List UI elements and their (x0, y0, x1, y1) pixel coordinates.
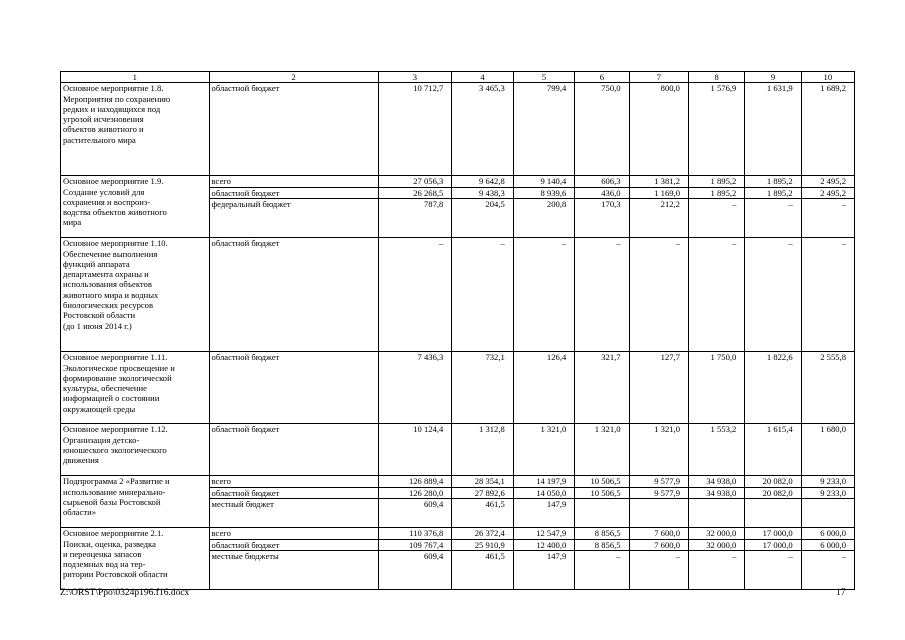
value-cell (745, 352, 801, 424)
amount-value: – (689, 550, 744, 561)
amount-value: 606,3 (601, 176, 621, 187)
value-cell (378, 528, 452, 590)
amount-value: – (630, 550, 688, 561)
funding-source-cell (209, 176, 378, 238)
value-cell (801, 352, 854, 424)
amount-value: 436,0 (575, 187, 628, 198)
measure-name-cell: Основное мероприятие 1.11. Экологическое просвещение и формирование экологической культуры, обеспечение информацией о состоянии окружающей среды (61, 352, 210, 424)
value-cell (513, 176, 574, 238)
amount-value: – (561, 238, 567, 249)
table-row (61, 238, 855, 352)
amount-value: – (745, 198, 800, 209)
amount-value: – (802, 550, 854, 561)
column-header: 9 (745, 72, 801, 83)
header-row (61, 72, 855, 83)
amount-value: 147,9 (514, 550, 574, 561)
amount-value: 27 056,3 (413, 176, 444, 187)
value-cell (452, 476, 513, 528)
funding-source-cell (209, 83, 378, 176)
amount-value: 147,9 (514, 498, 574, 509)
value-cell (688, 176, 744, 238)
value-cell (688, 476, 744, 528)
amount-value: 1 321,0 (654, 424, 680, 435)
amount-value (575, 498, 628, 509)
amount-value: 1 615,4 (766, 424, 793, 435)
amount-value: 126 889,4 (408, 476, 444, 487)
value-cell (629, 176, 688, 238)
amount-value: 1 895,2 (745, 187, 800, 198)
amount-value: – (500, 238, 505, 249)
amount-value: 1 169,0 (630, 187, 688, 198)
amount-value: 3 465,3 (479, 83, 505, 94)
amount-value: – (675, 238, 680, 249)
amount-value: 609,4 (379, 550, 452, 561)
value-cell (629, 424, 688, 476)
funding-source: местный бюджет (210, 498, 378, 509)
measure-name-cell: Подпрограмма 2 «Развитие и использование минерально- сырьевой базы Ростовской области» (61, 476, 210, 528)
amount-value: 1 576,9 (710, 83, 737, 94)
measure-name-cell: Основное мероприятие 1.8. Мероприятия по сохранению редких и находящихся под угрозой исчезновения объектов животного и растительного мира (61, 83, 210, 176)
amount-value: 110 376,8 (409, 528, 444, 539)
column-header: 6 (575, 72, 629, 83)
amount-value: 1 895,2 (689, 187, 744, 198)
amount-value: 17 000,0 (745, 539, 800, 550)
amount-value: 9 233,0 (820, 476, 846, 487)
value-cell (629, 528, 688, 590)
column-header: 10 (801, 72, 854, 83)
amount-value: 20 082,0 (745, 487, 800, 498)
amount-value (689, 498, 744, 509)
amount-value: 1 689,2 (820, 83, 846, 94)
amount-value: 6 000,0 (802, 539, 854, 550)
amount-value: 212,2 (630, 198, 688, 209)
amount-value: 7 436,3 (417, 352, 444, 363)
amount-value: 321,7 (601, 352, 621, 363)
amount-value: 32 000,0 (706, 528, 737, 539)
funding-source: областной бюджет (210, 487, 378, 498)
value-cell (575, 83, 629, 176)
funding-source: всего (211, 176, 231, 187)
amount-value: 20 082,0 (762, 476, 793, 487)
column-header: 1 (61, 72, 210, 83)
value-cell (745, 424, 801, 476)
funding-source: областной бюджет (210, 187, 378, 198)
value-cell (745, 476, 801, 528)
funding-source-cell (209, 238, 378, 352)
funding-source-cell (209, 476, 378, 528)
value-cell (452, 238, 513, 352)
funding-source: местные бюджеты (210, 550, 378, 561)
amount-value: 26 268,5 (379, 187, 452, 198)
amount-value: 6 000,0 (820, 528, 846, 539)
amount-value: 170,3 (575, 198, 628, 209)
value-cell (513, 238, 574, 352)
measure-name-cell: Основное мероприятие 1.12. Организация детско- юношеского экологического движения (61, 424, 210, 476)
value-cell (378, 352, 452, 424)
value-cell (575, 238, 629, 352)
amount-value: 799,4 (546, 83, 567, 94)
value-cell (629, 352, 688, 424)
amount-value: 25 910,9 (452, 539, 512, 550)
amount-value: 17 000,0 (762, 528, 793, 539)
value-cell (513, 83, 574, 176)
value-cell (801, 176, 854, 238)
value-cell (801, 238, 854, 352)
amount-value: 27 892,6 (452, 487, 512, 498)
amount-value: 2 495,2 (802, 187, 854, 198)
amount-value: 109 767,4 (379, 539, 452, 550)
amount-value: 1 680,0 (820, 424, 846, 435)
amount-value: 2 495,2 (820, 176, 846, 187)
amount-value: – (802, 198, 854, 209)
column-header: 7 (629, 72, 688, 83)
amount-value: 9 642,8 (479, 176, 505, 187)
amount-value: 8 939,6 (514, 187, 574, 198)
funding-source-cell (209, 528, 378, 590)
amount-value: 14 050,0 (514, 487, 574, 498)
table-row (61, 176, 855, 238)
value-cell (688, 424, 744, 476)
document-path: Z:\ORST\Ppo\0324p196.f16.docx (60, 588, 190, 598)
value-cell (575, 528, 629, 590)
amount-value: 9 140,4 (540, 176, 567, 187)
amount-value: 10 506,5 (575, 487, 628, 498)
amount-value: 1 321,0 (540, 424, 567, 435)
table-row (61, 352, 855, 424)
amount-value: 1 895,2 (710, 176, 737, 187)
amount-value: 9 577,9 (654, 476, 680, 487)
value-cell (575, 352, 629, 424)
amount-value: 1 895,2 (766, 176, 793, 187)
page-number: 17 (836, 588, 846, 598)
amount-value: 7 600,0 (630, 539, 688, 550)
value-cell (629, 476, 688, 528)
amount-value: 1 631,9 (766, 83, 793, 94)
value-cell (745, 528, 801, 590)
value-cell (688, 528, 744, 590)
value-cell (513, 528, 574, 590)
value-cell (513, 352, 574, 424)
amount-value: – (575, 550, 628, 561)
table-row (61, 424, 855, 476)
budget-table (60, 71, 855, 590)
amount-value: 1 321,0 (594, 424, 621, 435)
value-cell (688, 238, 744, 352)
value-cell (378, 238, 452, 352)
value-cell (575, 176, 629, 238)
funding-source-cell (209, 424, 378, 476)
amount-value: 126,4 (546, 352, 567, 363)
value-cell (378, 176, 452, 238)
value-cell (575, 476, 629, 528)
amount-value (630, 498, 688, 509)
amount-value: 1 822,6 (766, 352, 793, 363)
value-cell (452, 424, 513, 476)
amount-value: – (745, 550, 800, 561)
amount-value: 1 750,0 (710, 352, 737, 363)
amount-value: – (689, 198, 744, 209)
value-cell (452, 176, 513, 238)
value-cell (629, 238, 688, 352)
value-cell (801, 83, 854, 176)
funding-source: областной бюджет (211, 352, 280, 363)
value-cell (378, 424, 452, 476)
funding-source: всего (211, 528, 231, 539)
amount-value: 8 856,5 (594, 528, 621, 539)
amount-value: 34 938,0 (689, 487, 744, 498)
table-row (61, 83, 855, 176)
table-row (61, 476, 855, 528)
amount-value: 200,8 (514, 198, 574, 209)
value-cell (745, 176, 801, 238)
column-header: 3 (378, 72, 452, 83)
amount-value: 204,5 (452, 198, 512, 209)
amount-value: 14 197,9 (536, 476, 567, 487)
column-header: 2 (209, 72, 378, 83)
value-cell (629, 83, 688, 176)
amount-value: 2 555,8 (820, 352, 846, 363)
value-cell (378, 476, 452, 528)
amount-value (802, 498, 854, 509)
amount-value: 732,1 (485, 352, 505, 363)
funding-source: федеральный бюджет (210, 198, 378, 209)
funding-source: всего (211, 476, 231, 487)
value-cell (688, 352, 744, 424)
value-cell (452, 352, 513, 424)
amount-value: 34 938,0 (706, 476, 737, 487)
amount-value: 12 400,0 (514, 539, 574, 550)
measure-name-cell: Основное мероприятие 1.10. Обеспечение выполнения функций аппарата департамента охраны и использования объектов животного мира и водных биологических ресурсов Ростовской области (до 1 июня 2014 г.) (61, 238, 210, 352)
amount-value: – (732, 238, 737, 249)
amount-value: 1 553,2 (710, 424, 737, 435)
value-cell (378, 83, 452, 176)
value-cell (801, 424, 854, 476)
value-cell (801, 476, 854, 528)
value-cell (688, 83, 744, 176)
amount-value: 461,5 (452, 550, 512, 561)
amount-value: 26 372,4 (474, 528, 505, 539)
value-cell (513, 476, 574, 528)
amount-value: 10 124,4 (413, 424, 444, 435)
amount-value: 126 280,0 (379, 487, 452, 498)
value-cell (513, 424, 574, 476)
funding-source: областной бюджет (210, 539, 378, 550)
amount-value: 127,7 (660, 352, 680, 363)
amount-value: 32 000,0 (689, 539, 744, 550)
amount-value: – (841, 238, 846, 249)
amount-value: 1 381,2 (654, 176, 680, 187)
column-header: 4 (452, 72, 513, 83)
amount-value: 609,4 (379, 498, 452, 509)
value-cell (745, 238, 801, 352)
table-body (61, 83, 855, 590)
amount-value: – (616, 238, 621, 249)
amount-value: 28 354,1 (474, 476, 505, 487)
value-cell (452, 83, 513, 176)
amount-value: 750,0 (601, 83, 621, 94)
amount-value: 787,8 (379, 198, 452, 209)
funding-source: областной бюджет (211, 83, 280, 94)
amount-value: 461,5 (452, 498, 512, 509)
amount-value (745, 498, 800, 509)
column-header: 5 (513, 72, 574, 83)
value-cell (452, 528, 513, 590)
amount-value: 10 506,5 (590, 476, 621, 487)
amount-value: 10 712,7 (413, 83, 444, 94)
amount-value: 800,0 (660, 83, 680, 94)
funding-source-cell (209, 352, 378, 424)
funding-source: областной бюджет (211, 238, 280, 249)
value-cell (801, 528, 854, 590)
amount-value: 12 547,9 (536, 528, 567, 539)
amount-value: 9 233,0 (802, 487, 854, 498)
amount-value: – (439, 238, 444, 249)
measure-name-cell: Основное мероприятие 2.1. Поиски, оценка, разведка и переоценка запасов подземных вод на тер- ритории Ростовской области (61, 528, 210, 590)
amount-value: 1 312,8 (479, 424, 505, 435)
amount-value: 7 600,0 (654, 528, 680, 539)
table-row (61, 528, 855, 590)
amount-value: – (788, 238, 793, 249)
value-cell (575, 424, 629, 476)
funding-source: областной бюджет (211, 424, 280, 435)
amount-value: 8 856,5 (575, 539, 628, 550)
value-cell (745, 83, 801, 176)
column-header: 8 (688, 72, 744, 83)
measure-name-cell: Основное мероприятие 1.9. Создание условий для сохранения и воспроиз- водства объектов животного мира (61, 176, 210, 238)
amount-value: 9 577,9 (630, 487, 688, 498)
amount-value: 9 438,3 (452, 187, 512, 198)
